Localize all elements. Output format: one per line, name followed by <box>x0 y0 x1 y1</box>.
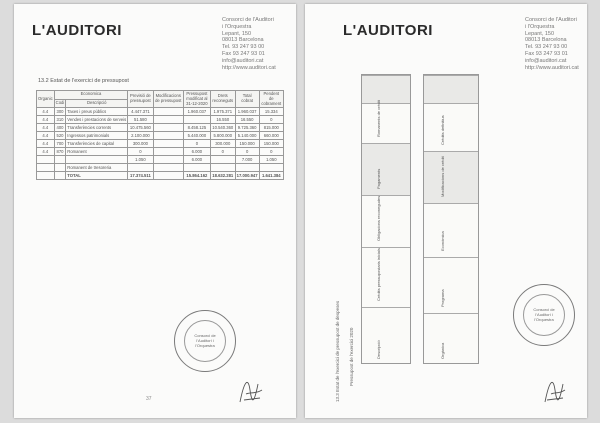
table-cell: 8.458.125 <box>183 124 210 132</box>
table-cell: 1.960.037 <box>235 108 259 116</box>
table-cell: TOTAL <box>66 172 128 180</box>
table-row <box>37 148 284 156</box>
column-header: Total cobrat <box>235 91 259 108</box>
table-cell <box>183 116 210 124</box>
table-cell <box>153 124 183 132</box>
table-cell: 400 <box>54 124 66 132</box>
address-line: info@auditori.cat <box>525 57 567 64</box>
right-document-page <box>305 4 587 418</box>
address-line: Fax 93 247 93 01 <box>222 50 265 57</box>
table-row <box>37 156 284 164</box>
address-line: Consorci de l'Auditori <box>525 17 577 23</box>
rotated-section-subtitle: Pressupost de l'exercici 2020 <box>349 327 354 386</box>
address-line: Consorci de l'Auditori <box>222 17 274 23</box>
table-cell <box>153 164 183 172</box>
seal-text: Consorci de l'Auditori i l'Orquestra <box>533 307 555 322</box>
rotated-column-label: Pagaments <box>376 168 381 189</box>
rotated-table-right <box>423 74 479 364</box>
table-cell <box>37 172 55 180</box>
table-cell <box>66 156 128 164</box>
table-cell <box>54 172 66 180</box>
auditori-logo: L'AUDITORI <box>343 22 433 39</box>
official-seal <box>513 284 575 346</box>
table-cell <box>153 108 183 116</box>
column-group-header: Economica <box>54 91 128 100</box>
table-cell: 16.550 <box>235 116 259 124</box>
table-cell <box>153 132 183 140</box>
table-cell: 9.725.360 <box>235 124 259 132</box>
table-cell <box>128 164 153 172</box>
table-cell: Transferències corrents <box>66 124 128 132</box>
left-document-page <box>14 4 296 418</box>
table-cell: 0 <box>128 148 153 156</box>
address-line: info@auditori.cat <box>222 57 264 64</box>
address-line: Lepant, 150 <box>222 30 252 37</box>
column-header: Pressupost modificat al 31-12-2020 <box>183 91 210 108</box>
table-total-row <box>37 172 284 180</box>
table-cell: 150.000 <box>259 140 283 148</box>
table-cell: 7.000 <box>235 156 259 164</box>
table-cell: 870 <box>54 148 66 156</box>
handwritten-signature <box>539 370 569 408</box>
table-cell: 815.000 <box>259 124 283 132</box>
table-row <box>37 140 284 148</box>
table-cell: 6.000 <box>183 156 210 164</box>
table-cell: Romanent <box>66 148 128 156</box>
column-header: Codi <box>54 99 66 108</box>
table-cell: 1.641.384 <box>259 172 283 180</box>
address-line: http://www.auditori.cat <box>525 64 579 71</box>
table-cell: 0 <box>259 116 283 124</box>
address-line: i l'Orquestra <box>525 23 555 30</box>
table-cell: 0 <box>183 140 210 148</box>
table-cell <box>153 148 183 156</box>
table-cell: 150.000 <box>235 140 259 148</box>
table-cell: 0 <box>210 148 235 156</box>
table-cell: 1.975.371 <box>210 108 235 116</box>
address-line: Fax 93 247 93 01 <box>525 50 568 57</box>
section-title: 13.2 Estat de l'exercici de pressupost <box>38 78 129 84</box>
rotated-section-title: 13.3 Estat de l'exercici de pressupost de despeses <box>335 300 340 402</box>
table-cell: 16.550 <box>210 116 235 124</box>
address-line: Lepant, 150 <box>525 30 555 37</box>
table-cell: 4.4 <box>37 124 55 132</box>
table-cell: 4.4 <box>37 132 55 140</box>
table-cell: 310 <box>54 116 66 124</box>
table-cell: Ingressos patrimonials <box>66 132 128 140</box>
organization-address <box>525 17 579 71</box>
column-header: Drets reconeguts <box>210 91 235 108</box>
rotated-column-label: Crèdits pressupostaris inicials <box>376 248 381 301</box>
table-cell <box>54 156 66 164</box>
table-cell: 4.4 <box>37 148 55 156</box>
table-cell: 4.447.371 <box>128 108 153 116</box>
rotated-column-label: Programa <box>440 289 445 307</box>
column-header: Pendent de cobrament <box>259 91 283 108</box>
table-cell <box>153 156 183 164</box>
rotated-table-left <box>361 74 411 364</box>
table-cell: Vendes i prestacions de serveis <box>67 117 127 123</box>
column-header: Modificacions de pressupost <box>153 91 183 108</box>
rotated-column-label: Crèdits definitius <box>440 115 445 145</box>
column-header: Organic <box>37 91 55 108</box>
table-cell <box>210 164 235 172</box>
table-cell: 15.334 <box>259 108 283 116</box>
table-cell <box>153 140 183 148</box>
seal-text: Consorci de l'Auditori i l'Orquestra <box>194 333 216 348</box>
table-cell <box>153 116 183 124</box>
table-cell: 5.800.000 <box>210 132 235 140</box>
rotated-column-label: Econòmica <box>440 231 445 251</box>
table-cell: 520 <box>54 132 66 140</box>
table-cell <box>153 172 183 180</box>
table-cell: Romanent de tresoreria <box>66 164 128 172</box>
address-line: http://www.auditori.cat <box>222 64 276 71</box>
table-cell: 10.475.560 <box>128 124 153 132</box>
page-number: 37 <box>146 396 152 402</box>
column-header: Previsió de pressupost <box>128 91 153 108</box>
table-cell <box>37 164 55 172</box>
table-cell: 4.4 <box>37 116 55 124</box>
table-cell <box>37 156 55 164</box>
auditori-logo: L'AUDITORI <box>32 22 122 39</box>
table-cell: 17.000.947 <box>236 173 258 179</box>
address-line: 08013 Barcelona <box>525 37 567 44</box>
budget-table <box>36 90 284 180</box>
organization-address <box>222 17 276 71</box>
table-cell: 17.374.511 <box>128 172 153 180</box>
table-cell <box>210 156 235 164</box>
table-cell: 0 <box>259 148 283 156</box>
table-cell <box>54 164 66 172</box>
table-cell: 6.000 <box>183 148 210 156</box>
handwritten-signature <box>236 372 266 408</box>
table-cell <box>259 164 283 172</box>
address-line: 08013 Barcelona <box>222 37 264 44</box>
table-cell <box>183 164 210 172</box>
address-line: Tel. 93 247 93 00 <box>222 44 265 51</box>
table-cell: 0 <box>235 148 259 156</box>
address-line: Tel. 93 247 93 00 <box>525 44 568 51</box>
table-cell: Transferències de capital <box>66 140 128 148</box>
rotated-column-label: Obligacions reconegudes <box>376 195 381 241</box>
table-cell: 1.050 <box>259 156 283 164</box>
table-cell: 10.540.360 <box>212 125 234 131</box>
table-row <box>37 132 284 140</box>
table-cell: 18.632.281 <box>212 173 234 179</box>
address-line: i l'Orquestra <box>222 23 252 30</box>
table-row <box>37 108 284 116</box>
rotated-column-label: Orgànica <box>440 342 445 359</box>
official-seal <box>174 310 236 372</box>
table-row <box>37 116 284 124</box>
table-cell: 660.000 <box>259 132 283 140</box>
table-cell: 4.4 <box>37 140 55 148</box>
table-cell: Taxes i preus públics <box>66 108 128 116</box>
table-cell: 4.4 <box>37 108 55 116</box>
table-cell: 300.000 <box>210 140 235 148</box>
table-cell: 300.000 <box>128 140 153 148</box>
table-row <box>37 164 284 172</box>
table-cell: 1.050 <box>128 156 153 164</box>
table-cell: 1.960.037 <box>183 108 210 116</box>
table-row <box>37 124 284 132</box>
rotated-column-label: Modificacions de crèdit <box>440 156 445 197</box>
table-cell: 5.140.000 <box>235 132 259 140</box>
table-cell: 15.864.162 <box>183 172 210 180</box>
rotated-column-label: Descripció <box>376 340 381 359</box>
table-cell: 5.440.000 <box>183 132 210 140</box>
table-cell: 2.100.000 <box>128 132 153 140</box>
table-cell: 51.580 <box>128 116 153 124</box>
rotated-column-label: Romanents de crèdit <box>376 100 381 137</box>
table-cell: 700 <box>54 140 66 148</box>
table-cell <box>235 164 259 172</box>
column-header: Descripció <box>66 99 128 108</box>
table-cell: 300 <box>54 108 66 116</box>
